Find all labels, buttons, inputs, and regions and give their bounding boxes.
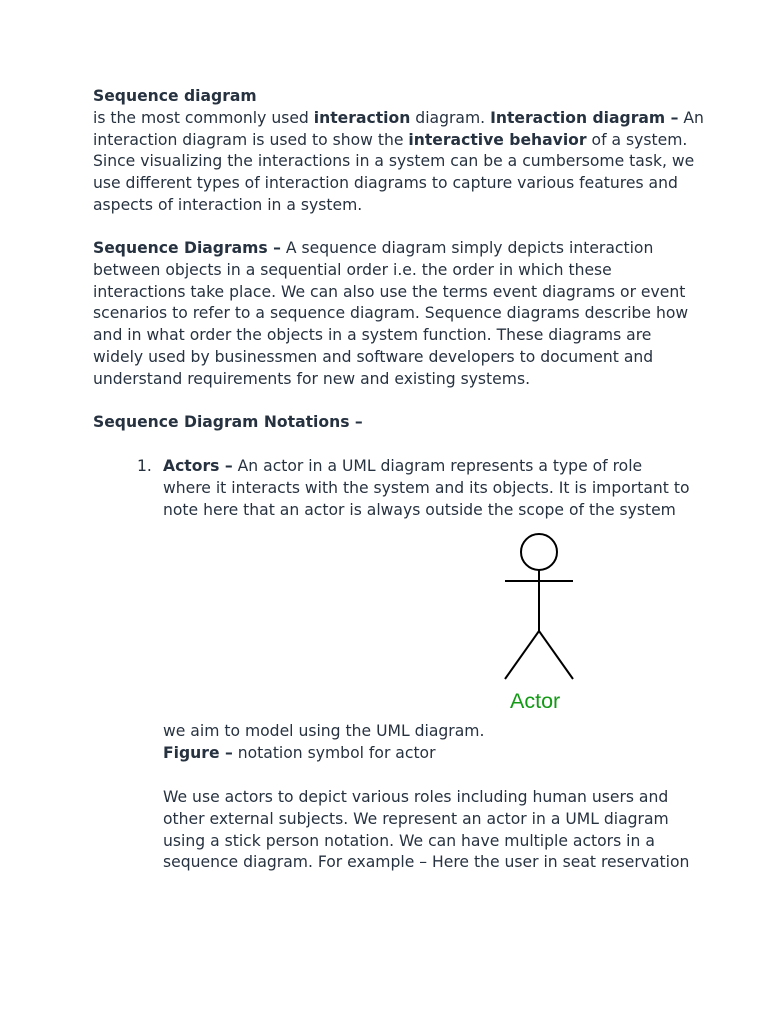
bold-term: Interaction diagram – <box>490 108 679 127</box>
text-line: aspects of interaction in a system. <box>93 195 363 214</box>
section-heading: Sequence diagram <box>93 87 257 105</box>
actor-left-leg <box>505 631 539 679</box>
text-line: and in what order the objects in a system function. These diagrams are <box>93 326 652 345</box>
text-line: other external subjects. We represent an actor in a UML diagram <box>163 809 669 828</box>
bold-term: Figure – <box>163 743 233 762</box>
text-run: notation symbol for actor <box>232 743 436 762</box>
text-line: scenarios to refer to a sequence diagram. Sequence diagrams describe how <box>93 304 689 323</box>
bold-term: Actors – <box>163 457 233 475</box>
text-line: using a stick person notation. We can have multiple actors in a <box>163 831 655 850</box>
text-line: Since visualizing the interactions in a system can be a cumbersome task, we <box>93 152 695 171</box>
notations-heading: Sequence Diagram Notations – <box>93 413 363 431</box>
text-line: use different types of interaction diagrams to capture various features and <box>93 174 678 193</box>
actor-right-leg <box>539 631 573 679</box>
text-run: interaction diagram is used to show the <box>93 130 409 149</box>
text-line: between objects in a sequential order i.e. the order in which these <box>93 260 612 279</box>
bold-term: interaction <box>313 108 411 127</box>
text-line: understand requirements for new and existing systems. <box>93 369 531 388</box>
text-run: diagram. <box>410 108 491 127</box>
actor-head <box>521 534 557 570</box>
text-line: We use actors to depict various roles including human users and <box>163 788 669 806</box>
actor-figure-label: Actor <box>510 689 561 713</box>
text-run: An <box>678 108 704 127</box>
actors-paragraph <box>163 787 690 874</box>
text-run: is the most commonly used <box>93 108 314 127</box>
text-run: of a system. <box>586 130 688 149</box>
figure-caption <box>163 743 683 765</box>
bold-term: interactive behavior <box>408 130 587 149</box>
text-line: sequence diagram. For example – Here the user in seat reservation <box>163 853 690 872</box>
list-item-actors <box>163 456 690 521</box>
text-line: widely used by businessmen and software developers to document and <box>93 347 654 366</box>
sequence-diagrams-paragraph <box>93 238 689 391</box>
list-number: 1. <box>137 457 152 475</box>
text-line: where it interacts with the system and its objects. It is important to <box>163 478 690 497</box>
text-run: A sequence diagram simply depicts interaction <box>280 239 654 257</box>
text-run: An actor in a UML diagram represents a type of role <box>232 457 643 475</box>
bold-term: Sequence Diagrams – <box>93 239 281 257</box>
list-item-actors-continued <box>163 721 683 765</box>
text-line: note here that an actor is always outside the scope of the system <box>163 500 676 519</box>
intro-paragraph <box>93 86 704 217</box>
text-line: we aim to model using the UML diagram. <box>163 722 485 740</box>
text-line: interactions take place. We can also use the terms event diagrams or event <box>93 282 686 301</box>
